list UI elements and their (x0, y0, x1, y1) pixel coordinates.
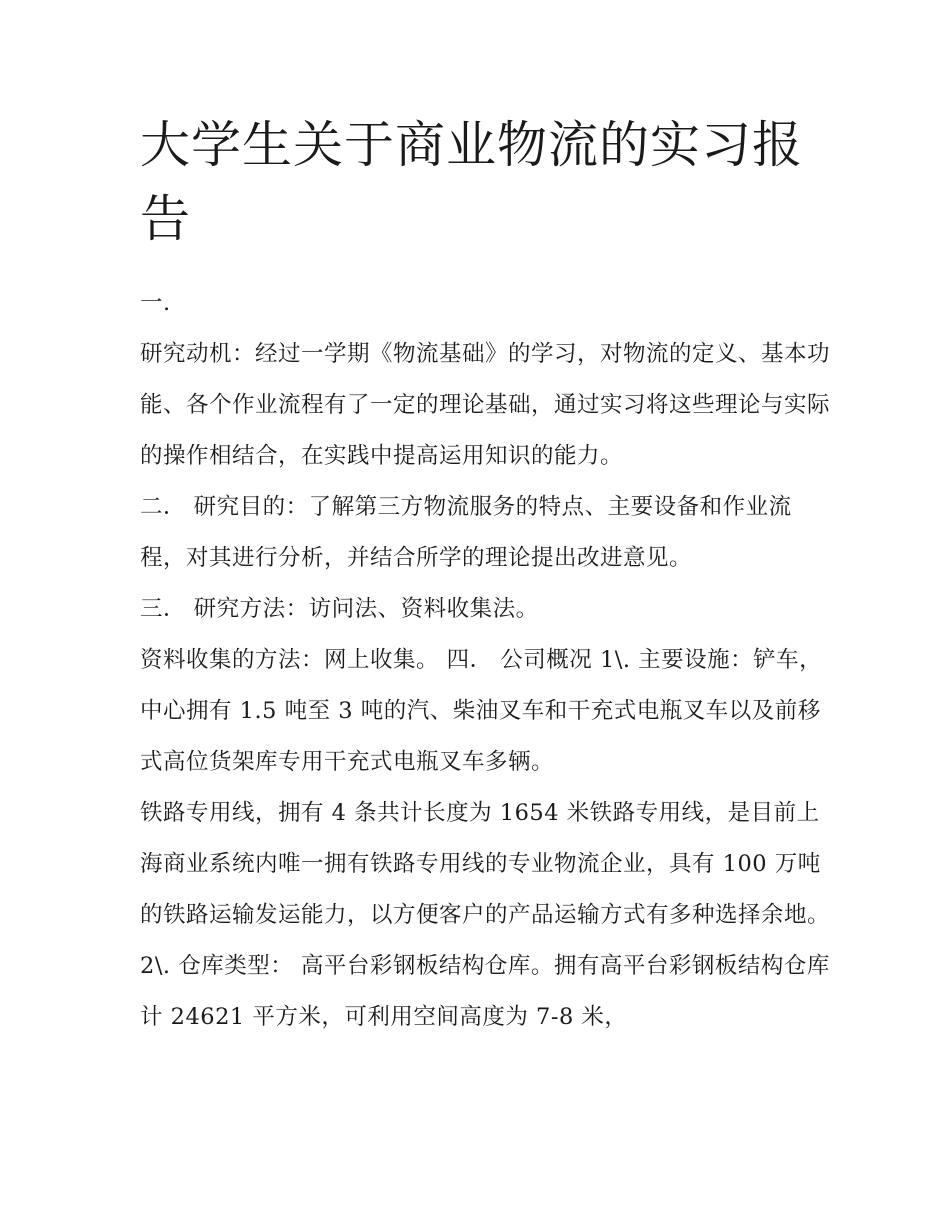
railway-line-paragraph: 铁路专用线，拥有 4 条共计长度为 1654 米铁路专用线，是目前上海商业系统内唯一拥有铁路专用线的专业物流企业，具有 100 万吨的铁路运输发运能力，以方便客户的产品运输方式有多种选择余地。 (140, 800, 831, 928)
document-page (140, 108, 830, 1043)
section-one-heading: 一. (140, 290, 171, 316)
research-method-paragraph: 三． 研究方法：访问法、资料收集法。 (140, 596, 539, 622)
company-overview-paragraph: 资料收集的方法：网上收集。 四． 公司概况 1\. 主要设施：铲车，中心拥有 1.5 吨至 3 吨的汽、柴油叉车和干充式电瓶叉车以及前移式高位货架库专用干充式电瓶叉车多辆。 (140, 647, 823, 775)
document-title: 大学生关于商业物流的实习报告 (140, 116, 803, 248)
research-purpose-paragraph: 二． 研究目的：了解第三方物流服务的特点、主要设备和作业流程，对其进行分析，并结合所学的理论提出改进意见。 (140, 494, 792, 571)
research-motivation-paragraph: 研究动机：经过一学期《物流基础》的学习，对物流的定义、基本功能、各个作业流程有了一定的理论基础，通过实习将这些理论与实际的操作相结合，在实践中提高运用知识的能力。 (140, 341, 831, 469)
warehouse-type-paragraph: 2\. 仓库类型： 高平台彩钢板结构仓库。拥有高平台彩钢板结构仓库计 24621 平方米，可利用空间高度为 7-8 米， (140, 953, 830, 1030)
